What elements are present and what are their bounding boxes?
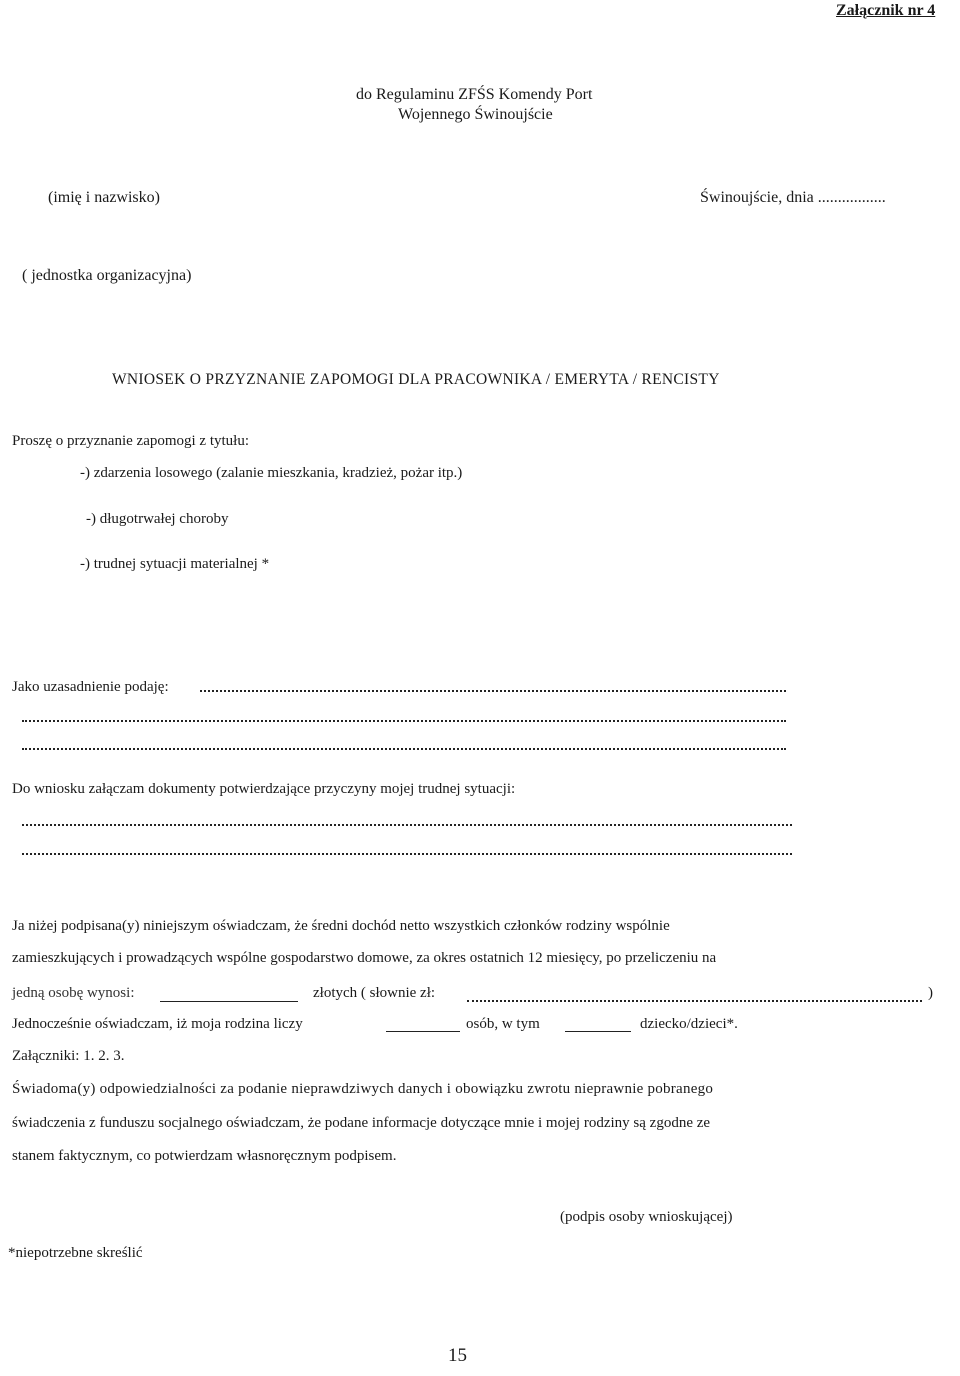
name-label: (imię i nazwisko) — [48, 189, 160, 206]
reason-random-event: -) zdarzenia losowego (zalanie mieszkania, kradzież, pożar itp.) — [80, 465, 463, 481]
declaration-line-3-unit: złotych ( słownie zł: — [313, 985, 436, 1001]
declaration-line-1: Ja niżej podpisana(y) niniejszym oświadczam, że średni dochód netto wszystkich członków rodziny wspólnie — [12, 918, 670, 934]
documents-line-2[interactable] — [22, 853, 792, 855]
signature-label: (podpis osoby wnioskującej) — [560, 1209, 733, 1225]
income-in-words-field[interactable] — [467, 1000, 922, 1002]
income-amount-field[interactable] — [160, 1001, 298, 1002]
justification-line-2[interactable] — [22, 720, 786, 722]
documents-label: Do wniosku załączam dokumenty potwierdzające przyczyny mojej trudnej sytuacji: — [12, 781, 516, 797]
children-count-field[interactable] — [565, 1031, 631, 1032]
page-number: 15 — [448, 1345, 467, 1366]
place-date: Świnoujście, dnia ................. — [700, 189, 886, 206]
awareness-line-3: stanem faktycznym, co potwierdzam własnoręcznym podpisem. — [12, 1148, 397, 1164]
family-children-label: dziecko/dzieci*. — [640, 1016, 738, 1032]
declaration-line-3-end: ) — [928, 985, 933, 1001]
reason-financial-hardship: -) trudnej sytuacji materialnej * — [80, 556, 270, 572]
awareness-line-1: Świadoma(y) odpowiedzialności za podanie nieprawdziwych danych i obowiązku zwrotu nieprawnie pobranego — [12, 1081, 714, 1097]
documents-line-1[interactable] — [22, 824, 792, 826]
request-intro: Proszę o przyznanie zapomogi z tytułu: — [12, 433, 250, 449]
unit-label: ( jednostka organizacyjna) — [22, 267, 192, 284]
justification-line-1[interactable] — [200, 690, 786, 692]
family-prefix: Jednocześnie oświadczam, iż moja rodzina liczy — [12, 1016, 303, 1032]
family-persons-label: osób, w tym — [466, 1016, 540, 1032]
justification-line-3[interactable] — [22, 748, 786, 750]
attachment-label: Załącznik nr 4 — [836, 2, 936, 19]
regulation-line-2: Wojennego Świnoujście — [398, 106, 553, 123]
page-title: WNIOSEK O PRZYZNANIE ZAPOMOGI DLA PRACOWNIKA / EMERYTA / RENCISTY — [112, 371, 720, 388]
reason-long-illness: -) długotrwałej choroby — [86, 511, 229, 527]
attachments-list: Załączniki: 1. 2. 3. — [12, 1048, 125, 1064]
family-size-field[interactable] — [386, 1031, 460, 1032]
awareness-line-2: świadczenia z funduszu socjalnego oświadczam, że podane informacje dotyczące mnie i mojej rodziny są zgodne ze — [12, 1115, 711, 1131]
declaration-line-3-start: jedną osobę wynosi: — [12, 985, 135, 1001]
declaration-line-2: zamieszkujących i prowadzących wspólne gospodarstwo domowe, za okres ostatnich 12 miesięcy, po przeliczeniu na — [12, 950, 717, 966]
regulation-line-1: do Regulaminu ZFŚS Komendy Port — [356, 86, 593, 103]
footnote: *niepotrzebne skreślić — [8, 1245, 143, 1261]
justification-label: Jako uzasadnienie podaję: — [12, 679, 169, 695]
